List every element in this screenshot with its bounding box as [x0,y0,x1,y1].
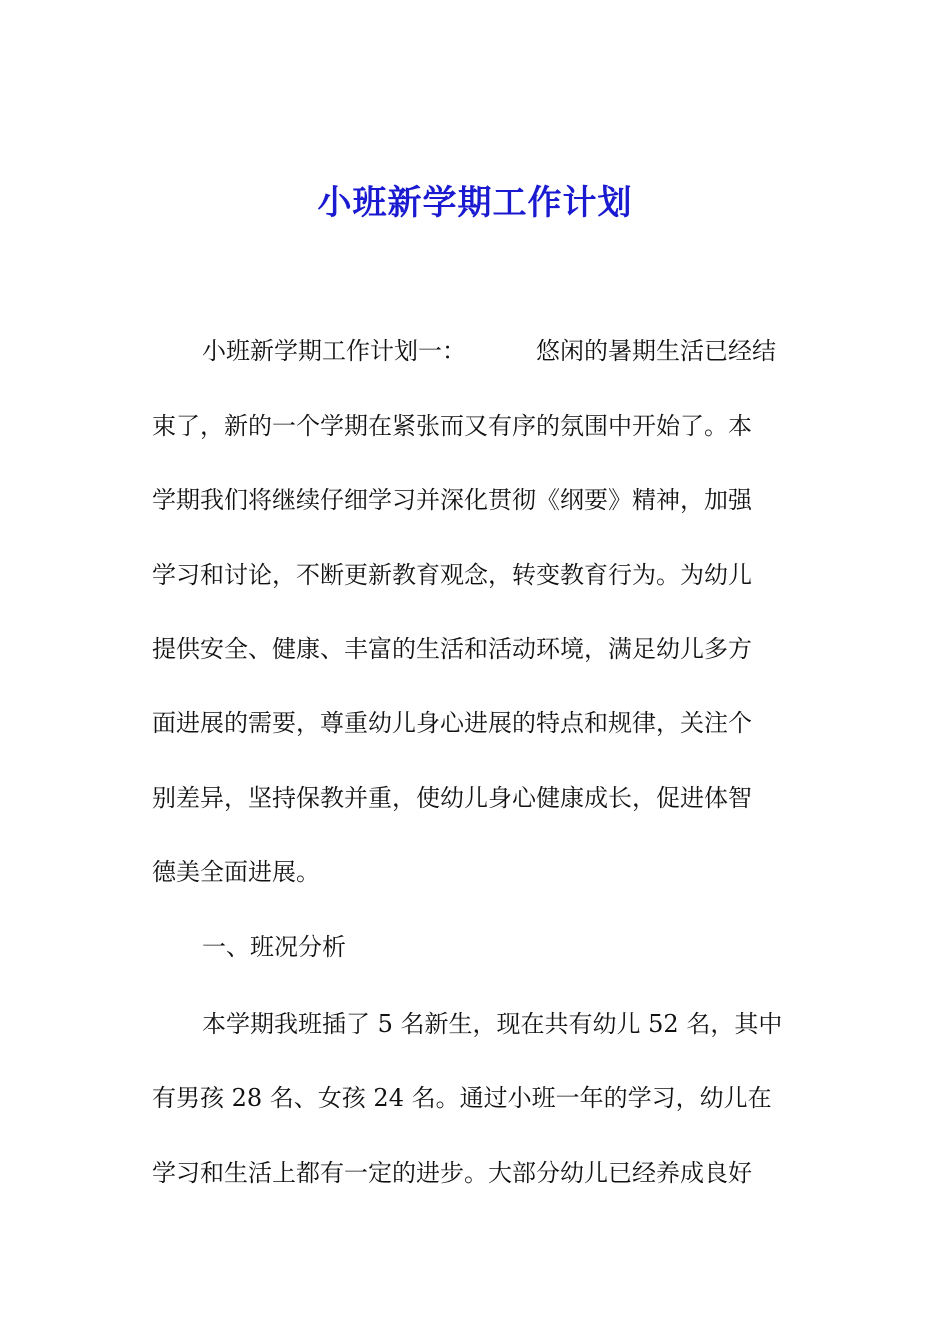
paragraph-line-8: 德美全面进展。 [152,858,320,886]
paragraph-line-7: 别差异，坚持保教并重，使幼儿身心健康成长，促进体智 [152,784,752,812]
plan-heading-label: 小班新学期工作计划一： [202,337,466,365]
paragraph-line-11: 有男孩 28 名、女孩 24 名。通过小班一年的学习，幼儿在 [152,1084,772,1112]
paragraph-line-12: 学习和生活上都有一定的进步。大部分幼儿已经养成良好 [152,1159,752,1187]
document-title: 小班新学期工作计划 [317,183,633,223]
paragraph-line-6: 面进展的需要，尊重幼儿身心进展的特点和规律，关注个 [152,709,752,737]
paragraph-line-4: 学习和讨论，不断更新教育观念，转变教育行为。为幼儿 [152,561,752,589]
paragraph-line-3: 学期我们将继续仔细学习并深化贯彻《纲要》精神，加强 [152,486,752,514]
paragraph-line-5: 提供安全、健康、丰富的生活和活动环境，满足幼儿多方 [152,635,752,663]
paragraph-line-2: 束了，新的一个学期在紧张而又有序的氛围中开始了。本 [152,412,752,440]
paragraph-text: 悠闲的暑期生活已经结 [536,337,776,365]
section-heading: 一、班况分析 [202,933,346,961]
paragraph-line-10: 本学期我班插了 5 名新生，现在共有幼儿 52 名，其中 [202,1010,783,1038]
paragraph-line-1 [202,331,776,371]
